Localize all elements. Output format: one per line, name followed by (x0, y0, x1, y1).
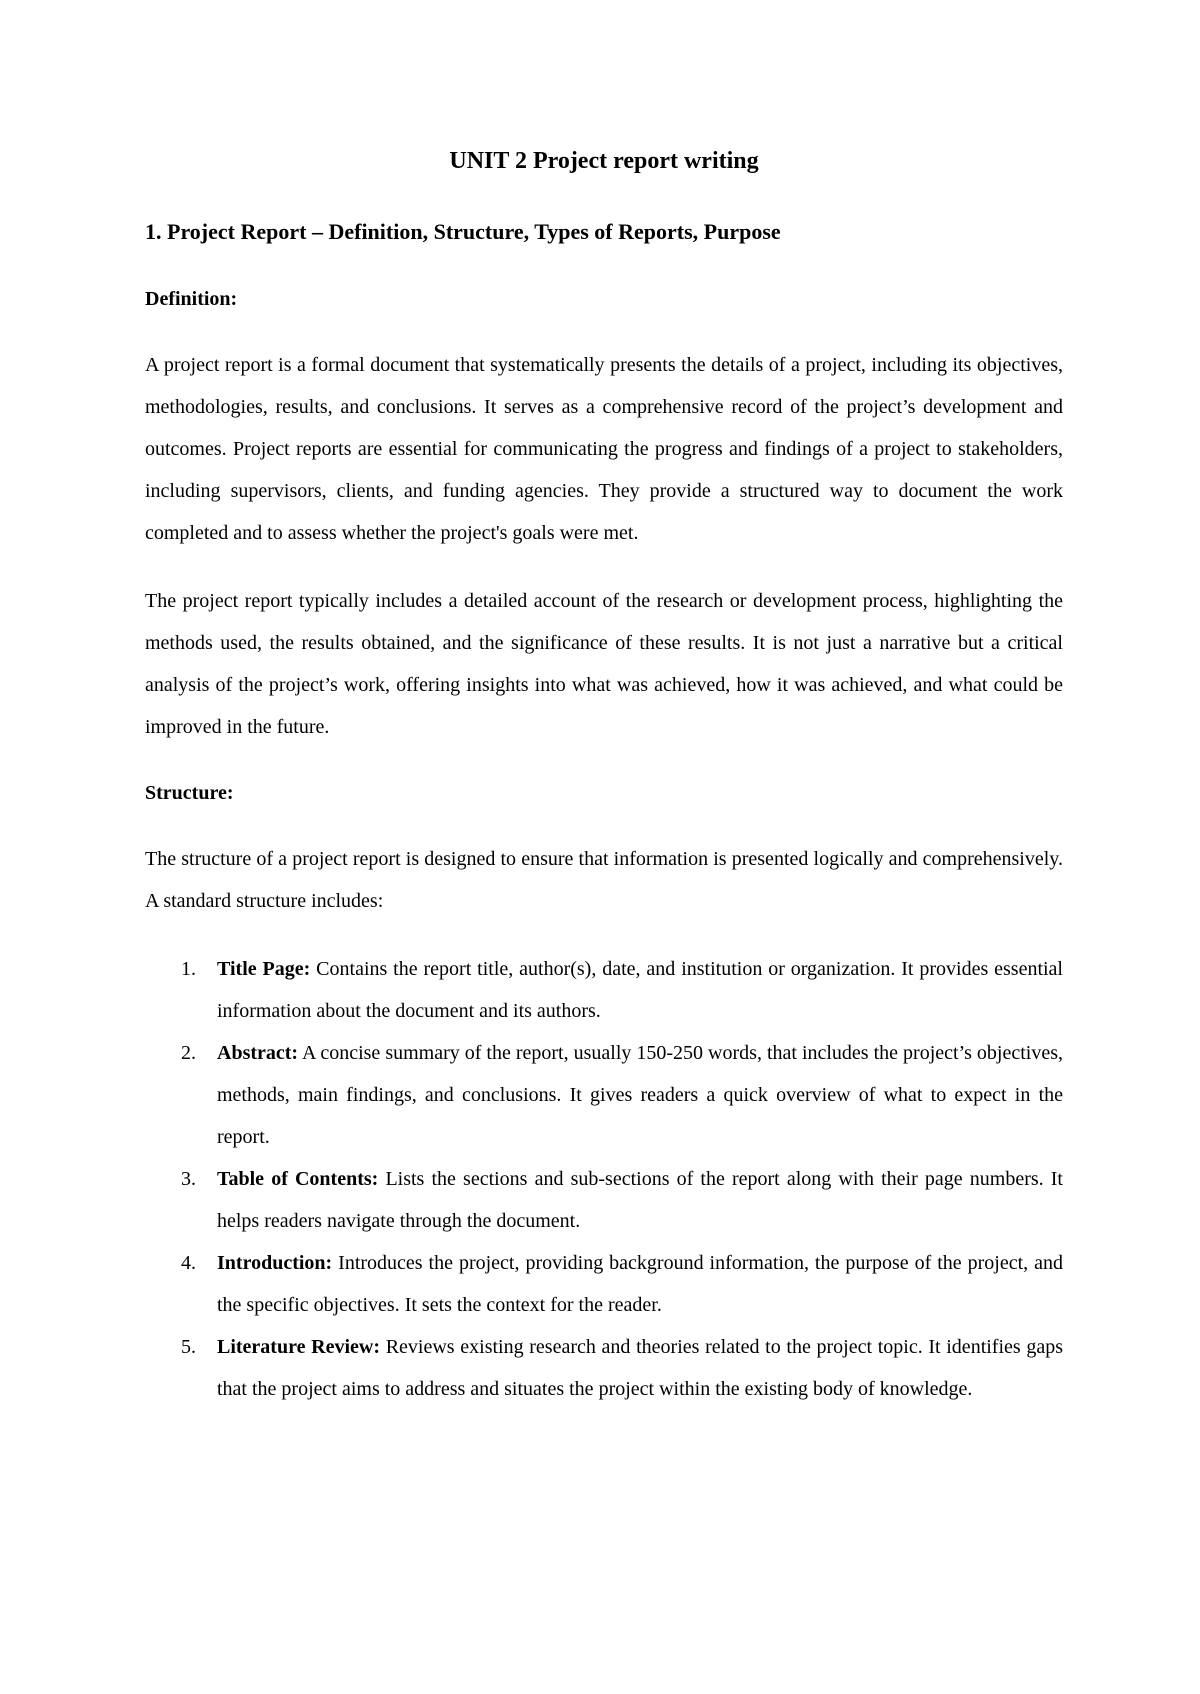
list-item (145, 1326, 1063, 1410)
list-term: Abstract: (217, 1042, 299, 1064)
section-heading: 1. Project Report – Definition, Structure, Types of Reports, Purpose (145, 219, 781, 244)
list-term: Literature Review: (217, 1336, 381, 1358)
list-number: 1. (181, 958, 196, 980)
list-number: 4. (181, 1252, 196, 1274)
list-item (145, 1158, 1063, 1242)
list-text: Contains the report title, author(s), date, and institution or organization. It provides essential information about the document and its authors. (217, 958, 1063, 1022)
list-number: 5. (181, 1336, 196, 1358)
list-term: Introduction: (217, 1252, 333, 1274)
definition-paragraph: The project report typically includes a detailed account of the research or development process, highlighting the methods used, the results obtained, and the significance of these results. It is not just a narrative but a critical analysis of the project’s work, offering insights into what was achieved, how it was achieved, and what could be improved in the future. (145, 590, 1063, 738)
list-number: 2. (181, 1042, 196, 1064)
list-item (145, 1242, 1063, 1326)
structure-heading: Structure: (145, 782, 234, 804)
document-title: UNIT 2 Project report writing (449, 148, 759, 174)
list-item (145, 1032, 1063, 1158)
list-text: Introduces the project, providing background information, the purpose of the project, and the specific objectives. It sets the context for the reader. (217, 1252, 1063, 1316)
definition-paragraph: A project report is a formal document that systematically presents the details of a project, including its objectives, methodologies, results, and conclusions. It serves as a comprehensive record of the project’s development and outcomes. Project reports are essential for communicating the progress and findings of a project to stakeholders, including supervisors, clients, and funding agencies. They provide a structured way to document the work completed and to assess whether the project's goals were met. (145, 354, 1063, 544)
list-text: Reviews existing research and theories related to the project topic. It identifies gaps that the project aims to address and situates the project within the existing body of knowledge. (217, 1336, 1064, 1400)
list-term: Table of Contents: (217, 1168, 379, 1190)
list-text: A concise summary of the report, usually 150-250 words, that includes the project’s objectives, methods, main findings, and conclusions. It gives readers a quick overview of what to expect in the report. (217, 1042, 1063, 1148)
list-text: Lists the sections and sub-sections of the report along with their page numbers. It helps readers navigate through the document. (217, 1168, 1063, 1232)
list-term: Title Page: (217, 958, 311, 980)
structure-list (145, 948, 1063, 1410)
list-number: 3. (181, 1168, 196, 1190)
list-item (145, 948, 1063, 1032)
structure-intro: The structure of a project report is designed to ensure that information is presented logically and comprehensively. A standard structure includes: (145, 848, 1063, 912)
definition-heading: Definition: (145, 288, 238, 310)
